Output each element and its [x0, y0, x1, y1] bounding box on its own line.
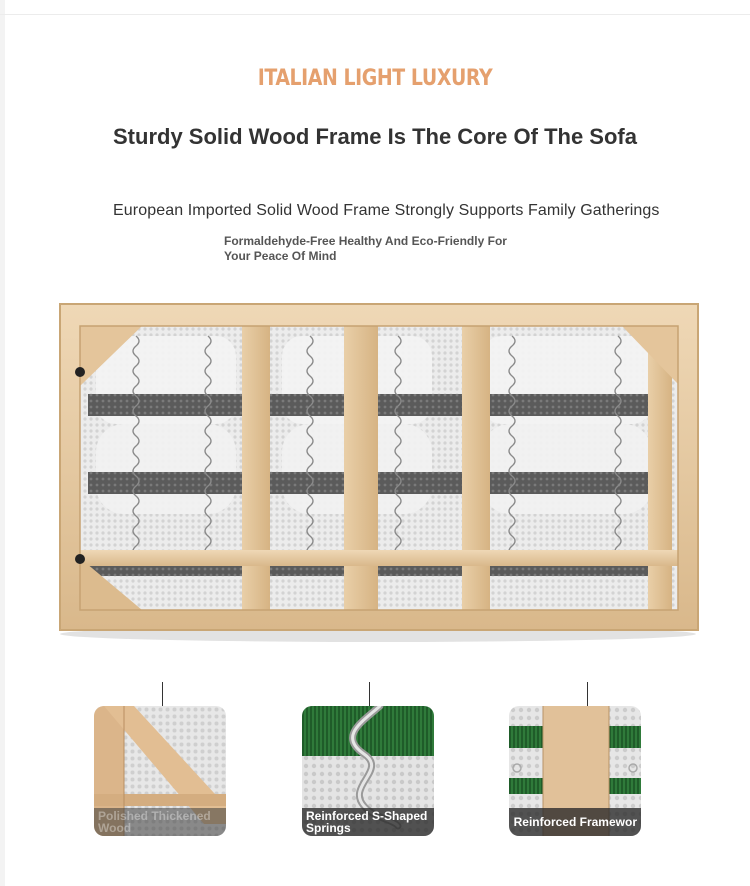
eco-note	[224, 234, 524, 264]
brand-tagline: ITALIAN LIGHT LUXURY	[257, 66, 493, 91]
feature-caption: Reinforced S-Shaped Springs	[302, 808, 434, 836]
callout-line	[587, 682, 588, 708]
feature-caption: Reinforced Framewor	[509, 808, 641, 836]
callout-line	[162, 682, 163, 708]
s-spring-image	[302, 706, 434, 836]
sofa-frame-image	[52, 296, 704, 644]
feature-thumb-springs	[302, 682, 434, 842]
page-title: Sturdy Solid Wood Frame Is The Core Of The Sofa	[113, 124, 637, 149]
polished-wood-image	[94, 706, 226, 836]
eco-note-line-2: Your Peace Of Mind	[224, 249, 337, 263]
subheading: European Imported Solid Wood Frame Strongly Supports Family Gatherings	[113, 202, 660, 219]
eco-note-line-1: Formaldehyde-Free Healthy And Eco-Friendly For	[224, 234, 507, 248]
feature-caption: Polished Thickened Wood	[94, 808, 226, 836]
top-divider	[0, 14, 750, 15]
callout-line	[369, 682, 370, 708]
feature-thumb-wood	[94, 682, 226, 842]
framework-image	[509, 706, 641, 836]
feature-thumb-framework	[509, 682, 641, 842]
